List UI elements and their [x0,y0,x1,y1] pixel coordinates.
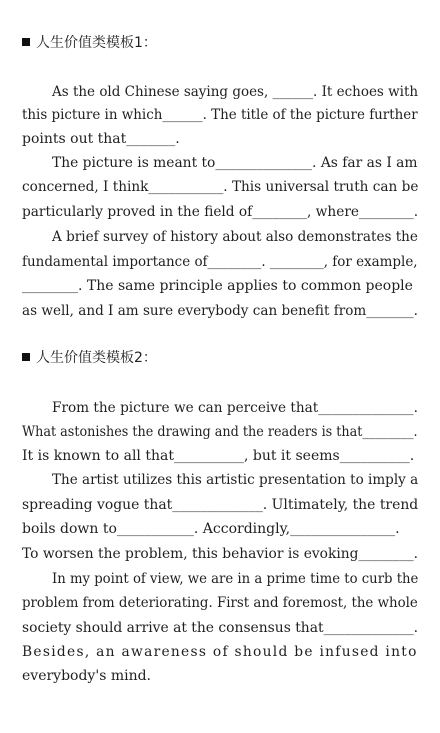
paragraph-line: The picture is meant to______________. As far as I am [52,155,418,171]
paragraph-line: as well, and I am sure everybody can benefit from_______. [22,303,419,319]
paragraph-line: particularly proved in the field of________, where________. [22,204,419,220]
paragraph-line: The artist utilizes this artistic presentation to imply a [52,472,419,488]
paragraph-line: society should arrive at the consensus that_____________. [22,620,419,636]
paragraph-line: spreading vogue that_____________. Ultimately, the trend [22,497,419,513]
paragraph-line: points out that_______. [22,131,180,147]
paragraph-line: What astonishes the drawing and the readers is that________. [22,424,418,440]
square-bullet-icon [22,38,30,46]
section-heading-text: 人生价值类模板2： [36,350,157,366]
paragraph-line: everybody's mind. [22,668,152,684]
square-bullet-icon [22,353,30,361]
section-heading-text: 人生价值类模板1： [36,35,157,51]
paragraph-line: As the old Chinese saying goes, ______. It echoes with [52,84,419,100]
paragraph-line: In my point of view, we are in a prime time to curb the [52,571,419,587]
paragraph-line: From the picture we can perceive that______________. [52,400,418,416]
paragraph-line: concerned, I think___________. This universal truth can be [22,179,419,195]
paragraph-line: A brief survey of history about also demonstrates the [52,229,418,245]
paragraph-line: It is known to all that__________, but it seems__________. [22,448,415,464]
paragraph-line: fundamental importance of________. ________, for example, [22,254,418,270]
section-heading-template-2 [22,349,157,367]
section-heading-template-1 [22,34,157,52]
paragraph-line: To worsen the problem, this behavior is evoking________. [22,546,418,562]
paragraph-line: Besides, an awareness of should be infused into [22,644,418,660]
paragraph-line: this picture in which______. The title of the picture further [22,107,418,123]
paragraph-line: boils down to___________. Accordingly,_______________. [22,521,400,537]
paragraph-line: ________. The same principle applies to common people [22,278,413,294]
paragraph-line: problem from deteriorating. First and foremost, the whole [22,595,418,611]
